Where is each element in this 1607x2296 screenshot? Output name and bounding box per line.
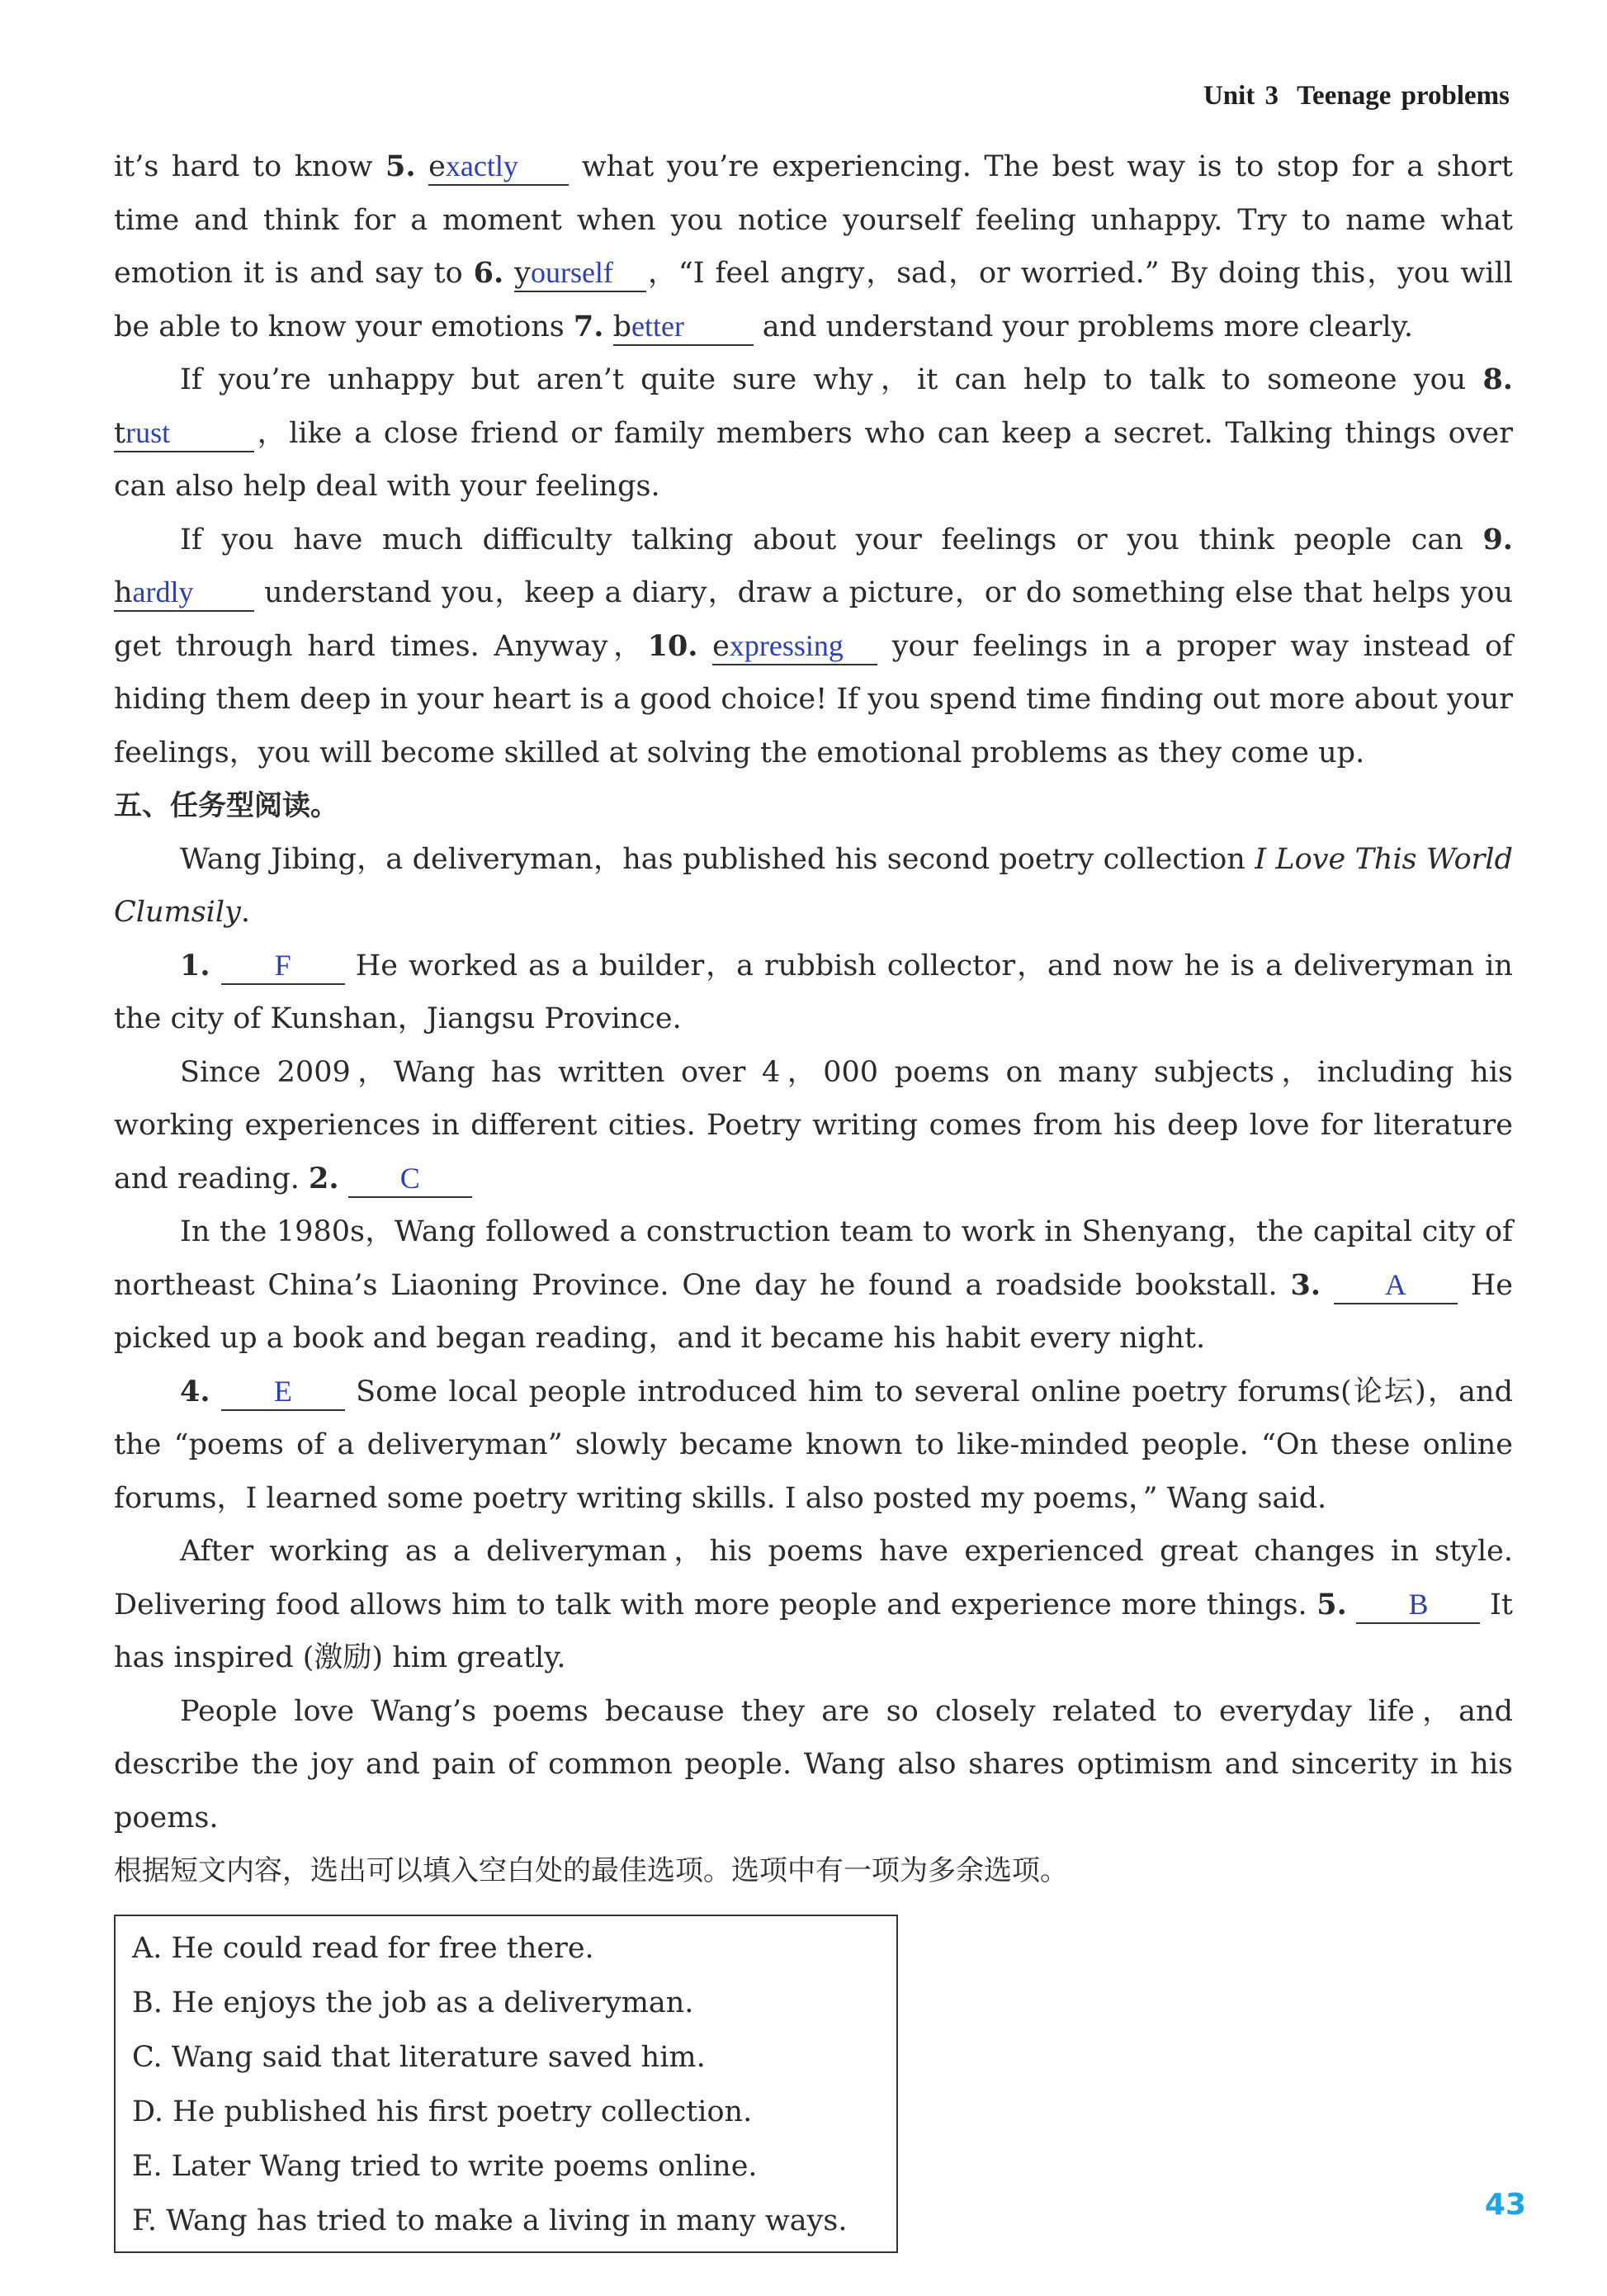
task-paragraph-intro — [114, 833, 1513, 940]
text: Wang Jibing，a deliveryman，has published his second poetry collection — [180, 842, 1255, 876]
blank-prefix: h — [114, 576, 133, 609]
blank-6[interactable] — [514, 254, 646, 292]
blank-number: 3. — [1290, 1267, 1321, 1302]
handwritten-answer: ourself — [530, 256, 613, 289]
blank-7[interactable] — [613, 308, 754, 346]
blank-number: 1. — [180, 948, 210, 982]
text: what you’re experiencing. The best way is to stop for a short time and think for a moment when you notice yourself feeling unhappy. Try to name what emotion it is and say to — [114, 150, 1513, 290]
handwritten-answer: rust — [125, 415, 171, 449]
text: understand you，keep a diary，draw a picture，or do something else that helps you get through hard times. Anyway， — [114, 576, 1513, 663]
handwritten-answer: F — [274, 948, 291, 982]
text: In the 1980s，Wang followed a construction team to work in Shenyang，the capital city of northeast China’s Liaoning Province. One day he found a roadside bookstall. — [114, 1215, 1513, 1302]
task-blank-3[interactable] — [1334, 1266, 1458, 1304]
blank-number: 7. — [573, 309, 604, 343]
option-c: C. Wang said that literature saved him. — [132, 2040, 706, 2074]
blank-number: 2. — [309, 1161, 339, 1195]
blank-number: 5. — [1316, 1587, 1347, 1621]
blank-9[interactable] — [114, 574, 254, 612]
text: After working as a deliveryman，his poems have experienced great changes in style. Delivering food allows him to talk with more people and experience more things. — [114, 1535, 1513, 1621]
text: If you’re unhappy but aren’t quite sure why，it can help to talk to someone you — [180, 363, 1483, 396]
handwritten-answer: xactly — [445, 149, 518, 182]
blank-number: 10. — [647, 628, 698, 663]
option-e: E. Later Wang tried to write poems online. — [132, 2149, 758, 2183]
section-title: 五、任务型阅读。 — [114, 789, 338, 822]
handwritten-answer: E — [273, 1374, 292, 1408]
blank-prefix: e — [712, 629, 730, 663]
blank-number: 4. — [180, 1374, 210, 1408]
handwritten-answer: B — [1408, 1587, 1429, 1621]
handwritten-answer: ardly — [132, 575, 194, 608]
text: Some local people introduced him to several online poetry forums(论坛)，and the “poems of a deliveryman” slowly became known to like-minded people. “On these online forums，I learned some poetry writing skills. I also posted my poems，” Wang said. — [114, 1375, 1513, 1515]
task-paragraph-4 — [114, 1366, 1513, 1526]
handwritten-answer: A — [1384, 1267, 1406, 1301]
task-paragraph-1 — [114, 940, 1513, 1046]
blank-prefix: e — [428, 150, 446, 183]
text: He picked up a book and began reading，and it became his habit every night. — [114, 1268, 1513, 1355]
paragraph-1 — [114, 140, 1513, 353]
option-b: B. He enjoys the job as a deliveryman. — [132, 1986, 694, 2019]
option-f: F. Wang has tried to make a living in many ways. — [132, 2204, 848, 2237]
blank-prefix: t — [114, 416, 126, 450]
header-unit: Unit 3 — [1203, 81, 1279, 111]
blank-prefix: y — [514, 257, 531, 290]
text: ，“I feel angry，sad，or worried.” By doing this，you will be able to know your emotions — [114, 257, 1513, 343]
task-blank-2[interactable] — [348, 1160, 472, 1198]
book-title: I Love This World Clumsily — [114, 842, 1513, 929]
task-instruction: 根据短文内容，选出可以填入空白处的最佳选项。选项中有一项为多余选项。 — [114, 1854, 1068, 1887]
option-a: A. He could read for free there. — [132, 1931, 594, 1965]
page-number: 43 — [1484, 2188, 1526, 2222]
running-header — [1203, 81, 1510, 111]
blank-5[interactable] — [428, 148, 569, 186]
task-paragraph-3 — [114, 1205, 1513, 1366]
text: . — [240, 896, 250, 929]
page-content — [114, 140, 1513, 2253]
task-blank-4[interactable] — [221, 1373, 345, 1411]
handwritten-answer: xpressing — [729, 628, 844, 662]
handwritten-answer: C — [399, 1161, 420, 1195]
text: and understand your problems more clearly. — [753, 310, 1413, 343]
paragraph-2 — [114, 353, 1513, 514]
option-d: D. He published his first poetry collection. — [132, 2095, 753, 2128]
blank-number: 8. — [1482, 362, 1513, 396]
blank-number: 5. — [385, 149, 416, 183]
blank-number: 6. — [473, 256, 504, 290]
handwritten-answer: etter — [631, 309, 684, 343]
task-paragraph-5 — [114, 1525, 1513, 1685]
text: ，like a close friend or family members who can keep a secret. Talking things over can also help deal with your feelings. — [114, 416, 1513, 503]
text: it’s hard to know — [114, 150, 386, 183]
blank-prefix: b — [612, 310, 631, 343]
text: If you have much difficulty talking about your feelings or you think people can — [180, 523, 1483, 556]
blank-number: 9. — [1482, 522, 1513, 556]
text: He worked as a builder，a rubbish collector，and now he is a deliveryman in the city of Kunshan，Jiangsu Province. — [114, 949, 1513, 1035]
blank-10[interactable] — [712, 627, 877, 665]
options-box — [114, 1915, 898, 2253]
text: Since 2009，Wang has written over 4，000 poems on many subjects，including his working experiences in different cities. Poetry writing comes from his deep love for literature and reading. — [114, 1055, 1513, 1195]
task-paragraph-6: People love Wang’s poems because they are so closely related to everyday life，and describe the joy and pain of common people. Wang also shares optimism and sincerity in his poems. — [114, 1694, 1513, 1834]
blank-8[interactable] — [114, 414, 254, 452]
paragraph-3 — [114, 514, 1513, 780]
task-blank-5[interactable] — [1356, 1586, 1480, 1624]
text: It has inspired (激励) him greatly. — [114, 1588, 1513, 1674]
task-paragraph-2 — [114, 1046, 1513, 1206]
header-title: Teenage problems — [1297, 81, 1510, 111]
task-blank-1[interactable] — [221, 947, 345, 985]
text: your feelings in a proper way instead of hiding them deep in your heart is a good choice! If you spend time finding out more about your feelings，you will become skilled at solving the emotional problems as they come up. — [114, 629, 1513, 769]
